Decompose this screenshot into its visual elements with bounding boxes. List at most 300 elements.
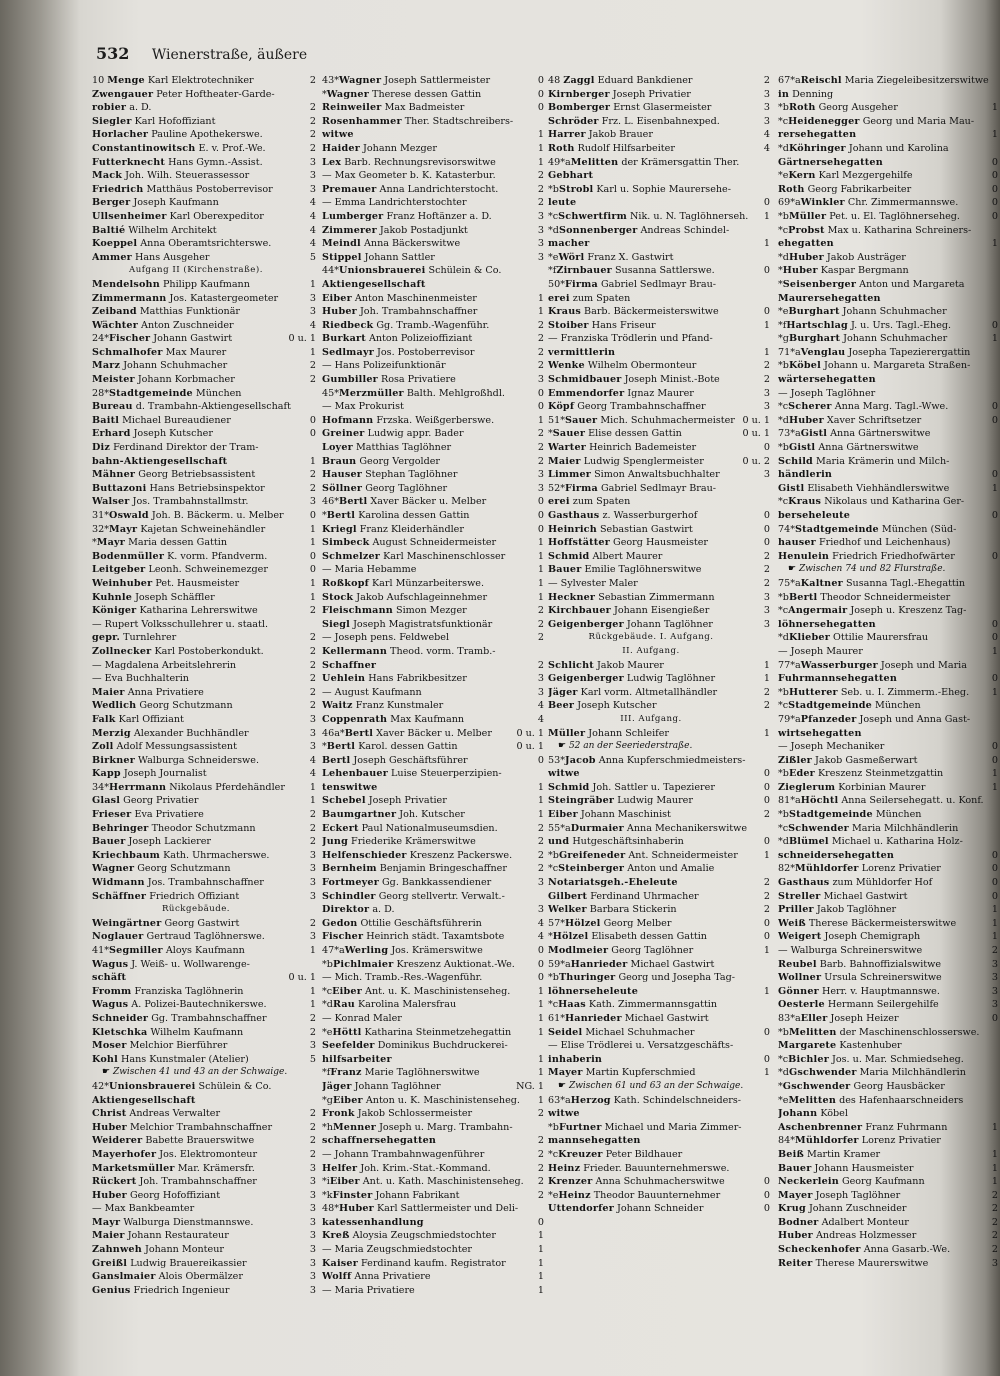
floor-number: 3 (763, 401, 770, 413)
directory-entry: Maier Anna Privatiere 2 (92, 686, 316, 698)
floor-number: 1 (309, 999, 316, 1011)
directory-entry: wärtersehegatten (778, 374, 876, 386)
directory-entry: Zahnweh Johann Monteur 3 (92, 1244, 316, 1256)
floor-number: 0 (309, 510, 316, 521)
floor-number: 0 (763, 537, 770, 549)
directory-entry: erei zum Spaten (548, 496, 631, 508)
directory-entry: *eHeinz Theodor Bauunternehmer 0 (548, 1189, 770, 1201)
floor-number: 0 (991, 754, 998, 766)
directory-entry: 32*Mayr Kajetan Schweinehändler 1 (92, 523, 316, 535)
directory-entry: Beiß Martin Kramer 1 (778, 1148, 998, 1160)
directory-entry: *cBichler Jos. u. Mar. Schmiedseheg. (778, 1053, 964, 1065)
directory-entry: Harrer Jakob Brauer 4 (548, 129, 770, 141)
directory-entry: Roth Georg Fabrikarbeiter 0 (778, 183, 998, 195)
directory-entry: *cKraus Nikolaus und Katharina Ger- (778, 496, 965, 508)
directory-entry: Frieser Eva Privatiere 2 (92, 809, 316, 821)
directory-entry: Siegler Karl Hofoffiziant 2 (92, 115, 316, 127)
directory-entry: Schneider Gg. Trambahnschaffner 2 (92, 1012, 316, 1024)
floor-number: 1 (991, 931, 998, 943)
floor-number: 3 (309, 306, 316, 318)
column-4 (778, 74, 998, 1270)
floor-number: 0 (763, 306, 770, 318)
directory-entry: Schmid Joh. Sattler u. Tapezierer 0 (548, 781, 770, 793)
floor-number: 1 (763, 238, 770, 250)
directory-entry: — Walburga Schreinerswitwe 2 (778, 945, 998, 956)
section-heading: Rückgebäude. (161, 904, 231, 915)
directory-entry: Schlicht Jakob Maurer 1 (548, 659, 770, 671)
directory-entry: — Maria Hebamme 1 (322, 564, 544, 576)
directory-entry: Kuhnle Joseph Schäffler 1 (92, 591, 316, 603)
floor-number: 1 (537, 414, 544, 426)
directory-entry: 28*Stadtgemeinde München (92, 387, 242, 399)
floor-number: 0 (763, 836, 770, 848)
directory-entry: Schaffner 2 (322, 659, 544, 671)
floor-number: 0 u. 2 (742, 455, 770, 467)
directory-entry: Fuhrmannsehegatten 0 (778, 673, 998, 685)
directory-entry: Gistl Elisabeth Viehhändlerswitwe 1 (778, 482, 998, 494)
directory-entry: gepr. Turnlehrer 2 (92, 632, 316, 644)
directory-entry: Bomberger Ernst Glasermeister 3 (548, 102, 770, 114)
directory-entry: — Magdalena Arbeitslehrerin 2 (92, 659, 316, 671)
directory-entry: Kapp Joseph Journalist 4 (92, 768, 316, 780)
directory-entry: *bStrobl Karl u. Sophie Maurersehe- (548, 183, 731, 195)
directory-entry: *dHuber Jakob Austräger (778, 251, 906, 263)
floor-number: 2 (537, 632, 544, 644)
directory-entry: Marz Johann Schuhmacher 2 (92, 360, 316, 372)
directory-entry: 50*Firma Gabriel Sedlmayr Brau- (548, 278, 717, 290)
floor-number: 0 (537, 958, 544, 970)
floor-number: 3 (309, 741, 316, 753)
directory-entry: Margarete Kastenhuber (778, 1040, 902, 1052)
floor-number: 2 (309, 469, 316, 481)
directory-entry: *iEiber Ant. u. Kath. Maschinistenseheg. 2 (322, 1176, 544, 1188)
directory-entry: Rosenhammer Ther. Stadtschreibers- (322, 115, 514, 127)
floor-number: 0 (309, 564, 316, 576)
directory-entry: 82*Mühldorfer Lorenz Privatier 0 (778, 863, 998, 875)
directory-entry: 46*Bertl Xaver Bäcker u. Melber 0 (322, 496, 544, 508)
directory-entry: 63*aHerzog Kath. Schindelschneiders- (548, 1094, 742, 1106)
directory-entry: Baitl Michael Bureaudiener 0 (92, 414, 316, 426)
floor-number: 4 (309, 238, 316, 250)
floor-number: 2 (537, 197, 544, 209)
floor-number: 1 (991, 917, 998, 929)
floor-number: 3 (309, 1040, 316, 1052)
directory-entry: Oesterle Hermann Seilergehilfe 3 (778, 999, 998, 1011)
directory-entry: Zwengauer Peter Hoftheater-Garde- (92, 88, 275, 100)
floor-number: 2 (991, 1203, 998, 1215)
floor-number: 1 (537, 129, 544, 141)
floor-number: 2 (763, 877, 770, 889)
floor-number: 0 (991, 890, 998, 902)
floor-number: 2 (763, 904, 770, 916)
directory-entry: *bFurtner Michael und Maria Zimmer- (548, 1121, 742, 1133)
directory-entry: 31*Oswald Joh. B. Bäckerm. u. Melber 0 (92, 510, 316, 521)
directory-entry: Köpf Georg Trambahnschaffner 3 (548, 401, 770, 413)
floor-number: 0 (991, 469, 998, 481)
directory-entry: Haider Johann Mezger 1 (322, 142, 544, 154)
directory-entry: Weiderer Babette Brauerswitwe 2 (92, 1135, 316, 1147)
floor-number: 2 (991, 945, 998, 956)
floor-number: 1 (763, 985, 770, 997)
directory-entry: schäft 0 u. 1 (92, 972, 316, 984)
directory-entry: *eMelitten des Hafenhaarschneiders (778, 1094, 964, 1106)
floor-number: 3 (537, 374, 544, 386)
directory-entry: *bGreifeneder Ant. Schneidermeister 1 (548, 849, 770, 861)
directory-entry: *fZirnbauer Susanna Sattlerswe. 0 (548, 265, 770, 277)
floor-number: 4 (763, 142, 770, 154)
floor-number: 0 u. 1 (288, 972, 316, 984)
directory-entry: Schmidbauer Joseph Minist.-Bote 2 (548, 374, 770, 386)
directory-entry: Priller Jakob Taglöhner 1 (778, 904, 998, 916)
floor-number: 0 (537, 102, 544, 114)
directory-entry: Hoffstätter Georg Hausmeister 0 (548, 537, 770, 549)
directory-entry: Mähner Georg Betriebsassistent 2 (92, 469, 316, 481)
directory-entry: Kreß Aloysia Zeugschmiedstochter 1 (322, 1230, 544, 1242)
directory-entry: bahn-Aktiengesellschaft 1 (92, 455, 316, 467)
directory-entry: *dRau Karolina Malersfrau 1 (322, 999, 544, 1011)
page-number: 532 (96, 44, 130, 63)
directory-entry: — Eva Buchhalterin 2 (92, 673, 316, 685)
directory-entry: Gärtnersehegatten 0 (778, 156, 998, 168)
directory-entry: 57*Hölzel Georg Melber 0 (548, 917, 770, 929)
floor-number: 2 (309, 142, 316, 154)
directory-entry: Schmalhofer Max Maurer 1 (92, 346, 316, 358)
floor-number: 3 (537, 469, 544, 481)
directory-entry: Genius Friedrich Ingenieur 3 (92, 1284, 316, 1296)
directory-entry: Stock Jakob Aufschlageinnehmer 1 (322, 591, 544, 603)
floor-number: 2 (309, 1148, 316, 1160)
floor-number: 3 (537, 877, 544, 889)
directory-entry: Moser Melchior Bierführer 3 (92, 1040, 316, 1052)
directory-entry: *fHartschlag J. u. Urs. Tagl.-Eheg. 0 (778, 319, 998, 331)
directory-entry: Maurersehegatten (778, 292, 881, 304)
directory-entry: *bRoth Georg Ausgeher 1 (778, 102, 998, 114)
directory-entry: Friedrich Matthäus Postoberrevisor 3 (92, 183, 316, 195)
floor-number: 0 (537, 1216, 544, 1228)
floor-number: 1 (991, 686, 998, 698)
directory-entry: Krenzer Anna Schuhmacherswitwe 0 (548, 1176, 770, 1188)
directory-entry: *dKöhringer Johann und Karolina (778, 142, 949, 154)
directory-entry: Gumbiller Rosa Privatiere 3 (322, 374, 544, 386)
directory-entry: *cHeidenegger Georg und Maria Mau- (778, 115, 975, 127)
floor-number: 1 (537, 292, 544, 304)
directory-entry: 10 Menge Karl Elektrotechniker 2 (92, 75, 316, 86)
floor-number: 1 (537, 1230, 544, 1242)
floor-number: 1 (991, 904, 998, 916)
directory-entry: Bertl Joseph Geschäftsführer 0 (322, 754, 544, 766)
floor-number: 1 (991, 238, 998, 250)
directory-entry: Greiner Ludwig appr. Bader 2 (322, 428, 544, 440)
floor-number: 0 (537, 88, 544, 100)
directory-entry: — Joseph Maurer 1 (778, 645, 998, 657)
directory-entry: Zißler Jakob Gasmeßerwart 0 (778, 754, 998, 766)
directory-entry: Fortmeyer Gg. Bankkassendiener 3 (322, 877, 544, 889)
directory-entry: Falk Karl Offiziant 3 (92, 713, 316, 725)
floor-number: 3 (309, 496, 316, 508)
directory-entry: Noglauer Gertraud Taglöhnerswe. 3 (92, 931, 316, 943)
floor-number: 3 (309, 849, 316, 861)
floor-number: 1 (537, 306, 544, 318)
floor-number: 0 u. 1 (742, 414, 770, 426)
directory-entry: Ganslmaier Alois Obermälzer 3 (92, 1271, 316, 1283)
floor-number: 3 (537, 686, 544, 698)
floor-number: 2 (537, 360, 544, 372)
directory-entry: *Huber Kaspar Bergmann (778, 265, 909, 277)
directory-entry: 52*Firma Gabriel Sedlmayr Brau- (548, 482, 717, 494)
directory-entry: Ammer Hans Ausgeher 5 (92, 251, 316, 263)
directory-entry: Sedlmayr Jos. Postoberrevisor 2 (322, 346, 544, 358)
floor-number: 0 (537, 754, 544, 766)
floor-number: 2 (309, 1135, 316, 1147)
directory-entry: Kletschka Wilhelm Kaufmann 2 (92, 1026, 316, 1038)
directory-entry: *cSchwertfirm Nik. u. N. Taglöhnerseh. 1 (548, 210, 770, 222)
floor-number: 3 (309, 1244, 316, 1256)
floor-number: 0 (763, 1026, 770, 1038)
floor-number: 3 (537, 251, 544, 263)
floor-number: 2 (537, 455, 544, 467)
directory-entry: 61*Hanrieder Michael Gastwirt (548, 1012, 709, 1024)
directory-entry: Huber Andreas Holzmesser 2 (778, 1230, 998, 1242)
directory-entry: — Rupert Volksschullehrer u. staatl. (92, 618, 268, 630)
directory-entry: 71*aVenglau Josepha Tapezierergattin (778, 346, 971, 358)
directory-entry: *dKlieber Ottilie Maurersfrau 0 (778, 632, 998, 644)
directory-entry: Mayer Joseph Taglöhner 2 (778, 1189, 998, 1201)
directory-entry: Wollner Ursula Schreinerswitwe 3 (778, 972, 998, 984)
floor-number: 2 (309, 836, 316, 848)
floor-number: 2 (309, 686, 316, 698)
floor-number: 4 (309, 754, 316, 766)
directory-entry: Schäffner Friedrich Offiziant 3 (92, 890, 316, 902)
directory-entry: witwe 1 (322, 129, 544, 141)
floor-number: 2 (537, 428, 544, 440)
floor-number: 2 (309, 1108, 316, 1120)
directory-entry: händlerin 0 (778, 469, 998, 481)
floor-number: 3 (763, 469, 770, 481)
floor-number: 1 (537, 1244, 544, 1256)
floor-number: 2 (991, 1244, 998, 1256)
floor-number: 0 (991, 863, 998, 875)
directory-entry: Welker Barbara Stickerin 2 (548, 904, 770, 916)
directory-entry: Geigenberger Johann Taglöhner 3 (548, 618, 770, 630)
directory-entry: — Max Bankbeamter 3 (92, 1203, 316, 1215)
floor-number: 0 (991, 877, 998, 889)
directory-entry: *cKreuzer Peter Bildhauer (548, 1148, 683, 1160)
directory-entry: 69*aWinkler Chr. Zimmermannswe. 0 (778, 197, 998, 209)
directory-entry: — Hans Polizeifunktionär 2 (322, 360, 544, 372)
directory-entry: *bBertl Theodor Schneidermeister (778, 591, 951, 603)
directory-entry: Maier Johann Restaurateur 3 (92, 1230, 316, 1242)
directory-entry: *cHaas Kath. Zimmermannsgattin (548, 999, 718, 1011)
directory-entry: *cSchwender Maria Milchhändlerin (778, 822, 959, 834)
floor-number: 0 (991, 550, 998, 562)
directory-entry: Lumberger Franz Hoftänzer a. D. 3 (322, 210, 544, 222)
directory-entry: 75*aKaltner Susanna Tagl.-Ehegattin (778, 577, 966, 589)
directory-entry: *cEiber Ant. u. K. Maschinistenseheg. 1 (322, 985, 544, 997)
directory-entry: Jäger Johann Taglöhner NG. 1 (322, 1080, 544, 1092)
floor-number: 0 (763, 1189, 770, 1201)
directory-entry: und Hutgeschäftsinhaberin 0 (548, 836, 770, 848)
floor-number: 0 (309, 428, 316, 440)
directory-entry: *bPichlmaier Kreszenz Auktionat.-We. 0 (322, 958, 544, 970)
floor-number: 3 (763, 115, 770, 127)
directory-entry: hauser Friedhof und Leichenhaus) (778, 537, 951, 549)
column-3 (548, 74, 770, 1216)
directory-entry: Loyer Matthias Taglöhner 2 (322, 442, 544, 454)
street-note: ☛ Zwischen 61 und 63 an der Schwaige. (548, 1080, 770, 1094)
floor-number: 2 (763, 890, 770, 902)
directory-entry: Zeiband Matthias Funktionär 3 (92, 306, 316, 318)
directory-entry: *bEder Kreszenz Steinmetzgattin 1 (778, 768, 998, 780)
floor-number: 2 (309, 374, 316, 386)
directory-entry: Mack Joh. Wilh. Steuerassessor 3 (92, 170, 316, 182)
directory-entry: Marketsmüller Mar. Krämersfr. 3 (92, 1162, 316, 1174)
directory-entry: 49*aMelitten der Krämersgattin Ther. (548, 156, 740, 168)
floor-number: 2 (309, 673, 316, 685)
directory-entry: 59*aHanrieder Michael Gastwirt (548, 958, 715, 970)
floor-number: 1 (537, 1284, 544, 1296)
directory-entry: Waitz Franz Kunstmaler 4 (322, 700, 544, 712)
floor-number: 3 (763, 102, 770, 114)
directory-entry: Wächter Anton Zuschneider 4 (92, 319, 316, 331)
directory-entry: Widmann Jos. Trambahnschaffner 3 (92, 877, 316, 889)
directory-entry: Riedbeck Gg. Tramb.-Wagenführ. 2 (322, 319, 544, 331)
floor-number: 0 (763, 442, 770, 454)
directory-entry: Buttazoni Hans Betriebsinspektor 2 (92, 482, 316, 494)
floor-number: 0 (763, 1176, 770, 1188)
directory-entry: Kraus Barb. Bäckermeisterswitwe 0 (548, 306, 770, 318)
floor-number: 0 (991, 673, 998, 685)
floor-number: 0 (991, 401, 998, 413)
directory-entry: Burkart Anton Polizeioffiziant 2 (322, 333, 544, 345)
directory-entry: Kellermann Theod. vorm. Tramb.- (322, 645, 496, 657)
floor-number: 0 (537, 972, 544, 984)
directory-entry: Zollnecker Karl Postoberkondukt. 2 (92, 645, 316, 657)
directory-entry: Wagus J. Weiß- u. Wollwarenge- (92, 958, 250, 970)
floor-number: 0 (991, 741, 998, 753)
directory-entry: — Elise Trödlerei u. Versatzgeschäfts- (548, 1040, 734, 1052)
floor-number: 4 (309, 210, 316, 222)
floor-number: 2 (309, 129, 316, 141)
directory-entry: erei zum Spaten (548, 292, 631, 304)
directory-entry: Mayer Martin Kupferschmied 1 (548, 1067, 770, 1079)
floor-number: 2 (309, 102, 316, 114)
directory-entry: *cProbst Max u. Katharina Schreiners- (778, 224, 972, 236)
floor-number: 2 (309, 822, 316, 834)
floor-number: 2 (309, 115, 316, 127)
directory-entry: 47*aWerling Jos. Krämerswitwe 0 (322, 945, 544, 956)
floor-number: 0 (763, 197, 770, 209)
directory-entry: Gebhart (548, 170, 594, 182)
directory-entry: Johann Köbel (778, 1108, 848, 1120)
floor-number: 2 (537, 333, 544, 345)
directory-entry: Futterknecht Hans Gymn.-Assist. 3 (92, 156, 316, 168)
directory-entry: 44*Unionsbrauerei Schülein & Co. (322, 265, 502, 277)
floor-number: 3 (309, 1216, 316, 1228)
floor-number: 0 (991, 510, 998, 521)
directory-entry: Lex Barb. Rechnungsrevisorswitwe 1 (322, 156, 544, 168)
floor-number: 3 (309, 1257, 316, 1269)
directory-entry: Coppenrath Max Kaufmann 4 (322, 713, 544, 725)
directory-entry: Glasl Georg Privatier 1 (92, 795, 316, 807)
floor-number: 1 (537, 781, 544, 793)
directory-entry: — Joseph Taglöhner (778, 387, 876, 399)
floor-number: NG. 1 (516, 1080, 544, 1092)
directory-entry: *bMüller Pet. u. El. Taglöhnerseheg. 0 (778, 210, 998, 222)
floor-number: 1 (991, 333, 998, 345)
floor-number: 1 (309, 781, 316, 793)
directory-entry: Emmendorfer Ignaz Maurer 3 (548, 387, 770, 399)
directory-entry: Huber Melchior Trambahnschaffner 2 (92, 1121, 316, 1133)
floor-number: 0 (991, 618, 998, 630)
directory-entry: *bStadtgemeinde München (778, 809, 922, 821)
floor-number: 0 (991, 197, 998, 209)
floor-number: 0 (991, 170, 998, 182)
directory-entry: — Joseph Mechaniker 0 (778, 741, 998, 753)
directory-entry: *dHuber Xaver Schriftsetzer 0 (778, 414, 998, 426)
floor-number: 5 (309, 1053, 316, 1065)
directory-entry: wirtsehegatten (778, 727, 862, 739)
directory-entry: Huber Georg Hofoffiziant 3 (92, 1189, 316, 1201)
floor-number: 0 (763, 795, 770, 807)
floor-number: 3 (309, 1176, 316, 1188)
floor-number: 2 (309, 809, 316, 821)
directory-entry: Krug Johann Zuschneider 2 (778, 1203, 998, 1215)
floor-number: 1 (537, 1053, 544, 1065)
floor-number: 2 (537, 442, 544, 454)
floor-number: 2 (763, 550, 770, 562)
floor-number: 1 (763, 346, 770, 358)
directory-entry: Meister Johann Korbmacher 2 (92, 374, 316, 386)
directory-entry: Weingärtner Georg Gastwirt 2 (92, 917, 316, 929)
floor-number: 2 (763, 374, 770, 386)
directory-entry: Stippel Johann Sattler 3 (322, 251, 544, 263)
floor-number: 2 (991, 1216, 998, 1228)
floor-number: 1 (309, 455, 316, 467)
floor-number: 1 (537, 142, 544, 154)
floor-number: 3 (309, 1284, 316, 1296)
directory-entry: Modlmeier Georg Taglöhner 1 (548, 945, 770, 956)
directory-entry: Wenke Wilhelm Obermonteur 2 (548, 360, 770, 372)
floor-number: 2 (991, 1189, 998, 1201)
floor-number: 3 (309, 1271, 316, 1283)
floor-number: 2 (537, 1176, 544, 1188)
directory-entry: Berger Joseph Kaufmann 4 (92, 197, 316, 209)
directory-entry: Lehenbauer Luise Steuerperzipien- (322, 768, 502, 780)
floor-number: 3 (763, 591, 770, 603)
floor-number: 2 (537, 1189, 544, 1201)
directory-entry: in Denning (778, 88, 834, 100)
directory-entry: 77*aWasserburger Joseph und Maria (778, 659, 967, 671)
street-note: ☛ Zwischen 74 und 82 Flurstraße. (778, 563, 998, 577)
floor-number: 2 (537, 1108, 544, 1120)
floor-number: 1 (991, 129, 998, 141)
directory-entry: *dSonnenberger Andreas Schindel- (548, 224, 730, 236)
directory-entry: macher 1 (548, 238, 770, 250)
floor-number: 0 (537, 75, 544, 86)
floor-number: 4 (537, 917, 544, 929)
floor-number: 1 (763, 319, 770, 331)
floor-number: 0 (763, 931, 770, 943)
directory-entry: — Sylvester Maler 2 (548, 577, 770, 589)
directory-entry: Weinhuber Pet. Hausmeister 1 (92, 577, 316, 589)
floor-number: 2 (991, 1230, 998, 1242)
floor-number: 0 u. 1 (288, 333, 316, 345)
directory-entry: Roth Rudolf Hilfsarbeiter 4 (548, 142, 770, 154)
directory-entry: Direktor a. D. 3 (322, 904, 544, 916)
floor-number: 2 (537, 618, 544, 630)
directory-entry: 53*Jacob Anna Kupferschmiedmeisters- (548, 754, 746, 766)
floor-number: 3 (309, 156, 316, 168)
